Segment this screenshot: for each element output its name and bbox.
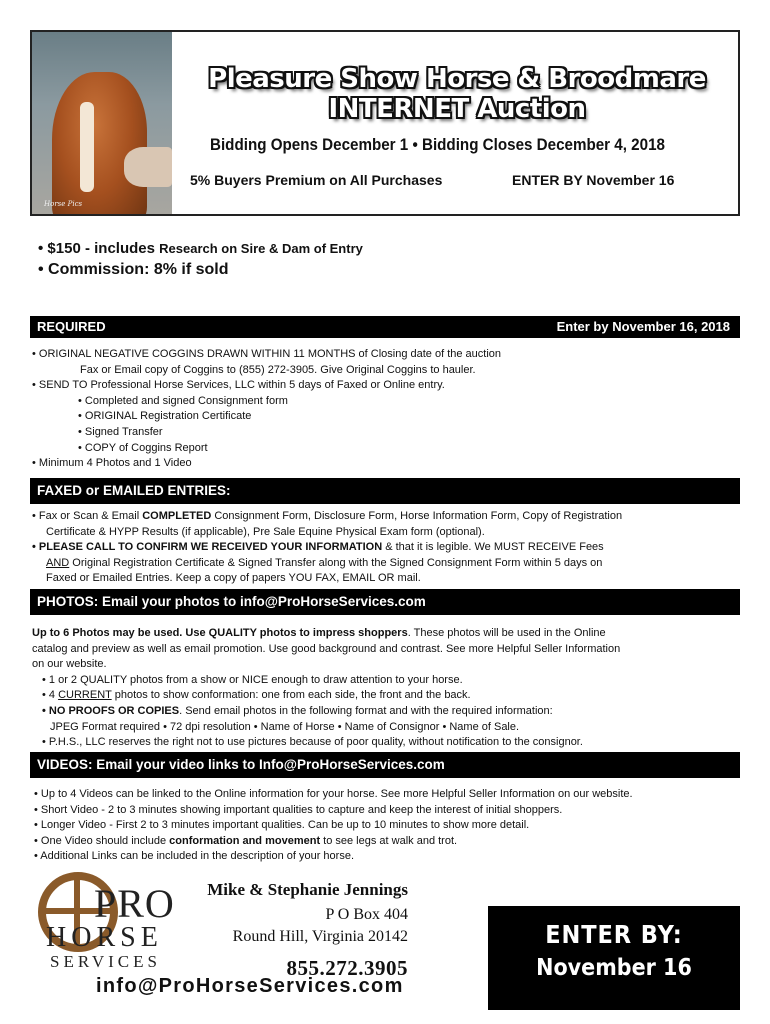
videos-list	[32, 787, 633, 865]
list-item: • ORIGINAL NEGATIVE COGGINS DRAWN WITHIN 11 MONTHS of Closing date of the auction	[32, 348, 502, 360]
list-item: JPEG Format required • 72 dpi resolution • Name of Horse • Name of Consignor • Name of Sale.	[50, 720, 520, 733]
list-item: • Minimum 4 Photos and 1 Video	[32, 457, 192, 470]
enter-by-label: ENTER BY:	[545, 920, 683, 949]
contact-city: Round Hill, Virginia 20142	[232, 928, 408, 945]
fee-amount: • $150 - includes	[38, 240, 155, 257]
list-item: • P.H.S., LLC reserves the right not to use pictures because of poor quality, without notification to the consignor.	[42, 736, 583, 749]
bidding-dates: Bidding Opens December 1 • Bidding Closes December 4, 2018	[210, 136, 665, 154]
videos-bar	[30, 752, 740, 778]
logo-horse: HORSE	[46, 922, 163, 953]
list-item: catalog and preview as well as email promotion. Use good background and contrast. See more Helpful Seller Information	[32, 642, 621, 655]
horse-photo	[32, 32, 172, 214]
list-item: • NO PROOFS OR COPIES. Send email photos in the following format and with the required information:	[42, 704, 553, 717]
list-item: • 1 or 2 QUALITY photos from a show or NICE enough to draw attention to your horse.	[42, 673, 463, 686]
videos-heading: VIDEOS: Email your video links to Info@ProHorseServices.com	[37, 757, 445, 772]
list-item: • One Video should include conformation and movement to see legs at walk and trot.	[34, 834, 458, 847]
list-item: • Longer Video - First 2 to 3 minutes important qualities. Can be up to 10 minutes to show more detail.	[34, 819, 530, 832]
list-item: on our website.	[32, 658, 107, 671]
contact-name: Mike & Stephanie Jennings	[207, 880, 408, 899]
list-item: • ORIGINAL Registration Certificate	[78, 410, 252, 423]
list-item: Certificate & HYPP Results (if applicable), Pre Sale Equine Physical Exam form (optional).	[46, 525, 485, 538]
photos-bar	[30, 589, 740, 615]
horse-blaze-shape	[80, 102, 94, 192]
list-item: • Fax or Scan & Email COMPLETED Consignment Form, Disclosure Form, Horse Information Form, Copy of Registration	[32, 510, 623, 522]
contact-block	[196, 880, 408, 981]
required-heading: REQUIRED	[37, 319, 106, 334]
contact-email: info@ProHorseServices.com	[96, 975, 404, 997]
faxed-bar	[30, 478, 740, 504]
buyers-premium: 5% Buyers Premium on All Purchases	[190, 172, 443, 188]
fee-description: Research on Sire & Dam of Entry	[159, 241, 363, 256]
enter-by-box	[488, 906, 740, 1010]
list-item: • Completed and signed Consignment form	[78, 394, 288, 407]
list-item: • 4 CURRENT photos to show conformation: one from each side, the front and the back.	[42, 689, 471, 702]
contact-phone: 855.272.3905	[286, 956, 408, 980]
page-title: Pleasure Show Horse & Broodmare INTERNET Auction	[208, 64, 706, 124]
list-item: • PLEASE CALL TO CONFIRM WE RECEIVED YOUR INFORMATION & that it is legible. We MUST RECEIVE Fees	[32, 541, 604, 554]
commission-line: • Commission: 8% if sold	[38, 261, 229, 278]
required-bar	[30, 316, 740, 338]
horse-head-shape	[52, 72, 147, 214]
photos-heading: PHOTOS: Email your photos to info@ProHorseServices.com	[37, 594, 426, 609]
list-item: Up to 6 Photos may be used. Use QUALITY photos to impress shoppers. These photos will be used in the Online	[32, 627, 606, 639]
list-item: • Additional Links can be included in the description of your horse.	[34, 850, 354, 863]
list-item: Fax or Email copy of Coggins to (855) 272-3905. Give Original Coggins to hauler.	[80, 363, 476, 376]
enter-by-date: November 16	[536, 955, 692, 981]
list-item: • Signed Transfer	[78, 425, 163, 438]
logo-services: SERVICES	[50, 952, 161, 971]
fee-line	[38, 240, 363, 257]
required-deadline: Enter by November 16, 2018	[556, 319, 730, 334]
list-item: • COPY of Coggins Report	[78, 441, 208, 454]
list-item: • Up to 4 Videos can be linked to the Online information for your horse. See more Helpful Seller Information on our website.	[34, 788, 633, 800]
required-list	[32, 347, 501, 472]
contact-po-box: P O Box 404	[325, 906, 408, 923]
logo-pro: PRO	[94, 881, 175, 926]
list-item: Faxed or Emailed Entries. Keep a copy of papers YOU FAX, EMAIL OR mail.	[46, 572, 421, 585]
list-item: AND Original Registration Certificate & Signed Transfer along with the Signed Consignment Form within 5 days on	[46, 556, 603, 569]
list-item: • SEND TO Professional Horse Services, LLC within 5 days of Faxed or Online entry.	[32, 379, 445, 392]
faxed-list	[32, 509, 622, 587]
photo-watermark: Horse Pics	[44, 200, 83, 208]
handler-hand-shape	[124, 147, 172, 187]
header-box	[30, 30, 740, 216]
list-item: • Short Video - 2 to 3 minutes showing important qualities to capture and keep the interest of initial shoppers.	[34, 803, 563, 816]
faxed-heading: FAXED or EMAILED ENTRIES:	[37, 483, 231, 498]
enter-by-header: ENTER BY November 16	[512, 172, 675, 188]
photos-list	[32, 626, 620, 751]
